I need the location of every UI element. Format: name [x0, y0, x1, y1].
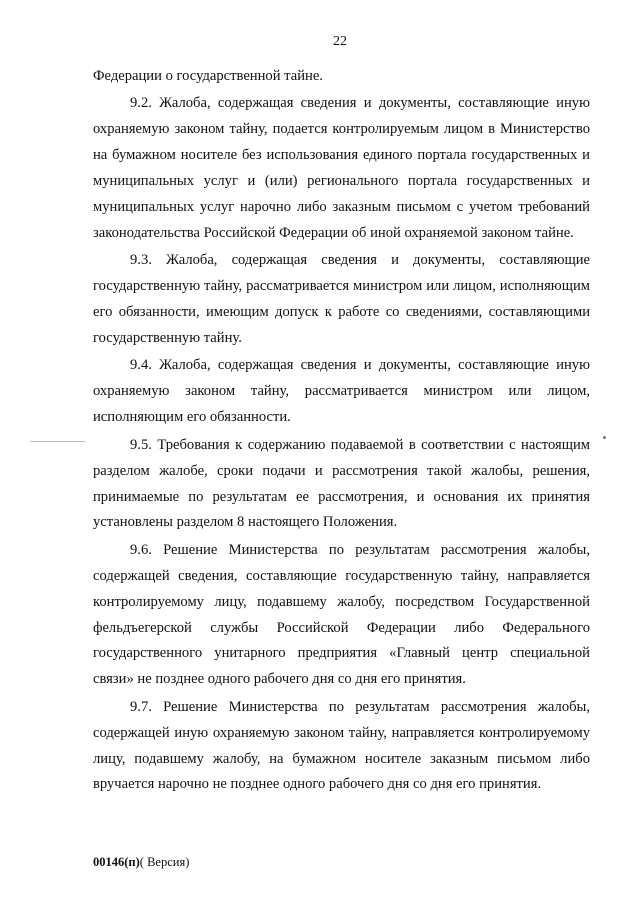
page-number: 22 — [333, 34, 347, 49]
document-body — [93, 64, 590, 800]
paragraph-9-2: 9.2. Жалоба, содержащая сведения и документы, составляющие иную охраняемую законом тайну, подается контролируемым лицом в Министерство на бумажном носителе без использования единого портала государственных и муниципальных услуг и (или) регионального портала государственных и муниципальных услуг нарочно либо заказным письмом с учетом требований законодательства Российской Федерации об иной охраняемой законом тайне. — [93, 95, 590, 241]
document-version: ( Версия) — [139, 855, 190, 869]
paragraph-continuation: Федерации о государственной тайне. — [93, 68, 323, 84]
scan-dot-mark — [603, 436, 606, 439]
paragraph-9-3: 9.3. Жалоба, содержащая сведения и документы, составляющие государственную тайну, рассматривается министром или лицом, исполняющим его обязанности, имеющим допуск к работе со сведениями, составляющими государственную тайну. — [93, 252, 590, 347]
paragraph-9-4: 9.4. Жалоба, содержащая сведения и документы, составляющие иную охраняемую законом тайну, рассматривается министром или лицом, исполняющим его обязанности. — [93, 357, 590, 426]
paragraph-9-5: 9.5. Требования к содержанию подаваемой в соответствии с настоящим разделом жалобе, сроки подачи и рассмотрения такой жалобы, решения, принимаемые по результатам ее рассмотрения, и основания их принятия установлены разделом 8 настоящего Положения. — [93, 436, 590, 531]
document-code: 00146(п) — [93, 855, 140, 869]
paragraph-9-7: 9.7. Решение Министерства по результатам рассмотрения жалобы, содержащей иную охраняемую законом тайну, направляется контролируемому лицу, подавшему жалобу, на бумажном носителе заказным письмом либо вручается нарочно не позднее одного рабочего дня со дня его принятия. — [93, 698, 590, 793]
scan-dash-mark — [30, 441, 85, 442]
paragraph-9-6: 9.6. Решение Министерства по результатам рассмотрения жалобы, содержащей сведения, составляющие государственную тайну, направляется контролируемому лицу, подавшему жалобу, посредством Государственной фельдъегерской службы Российской Федерации либо Федерального государственного унитарного предприятия «Главный центр специальной связи» не позднее одного рабочего дня со дня его принятия. — [93, 541, 590, 688]
document-footer — [93, 855, 189, 870]
